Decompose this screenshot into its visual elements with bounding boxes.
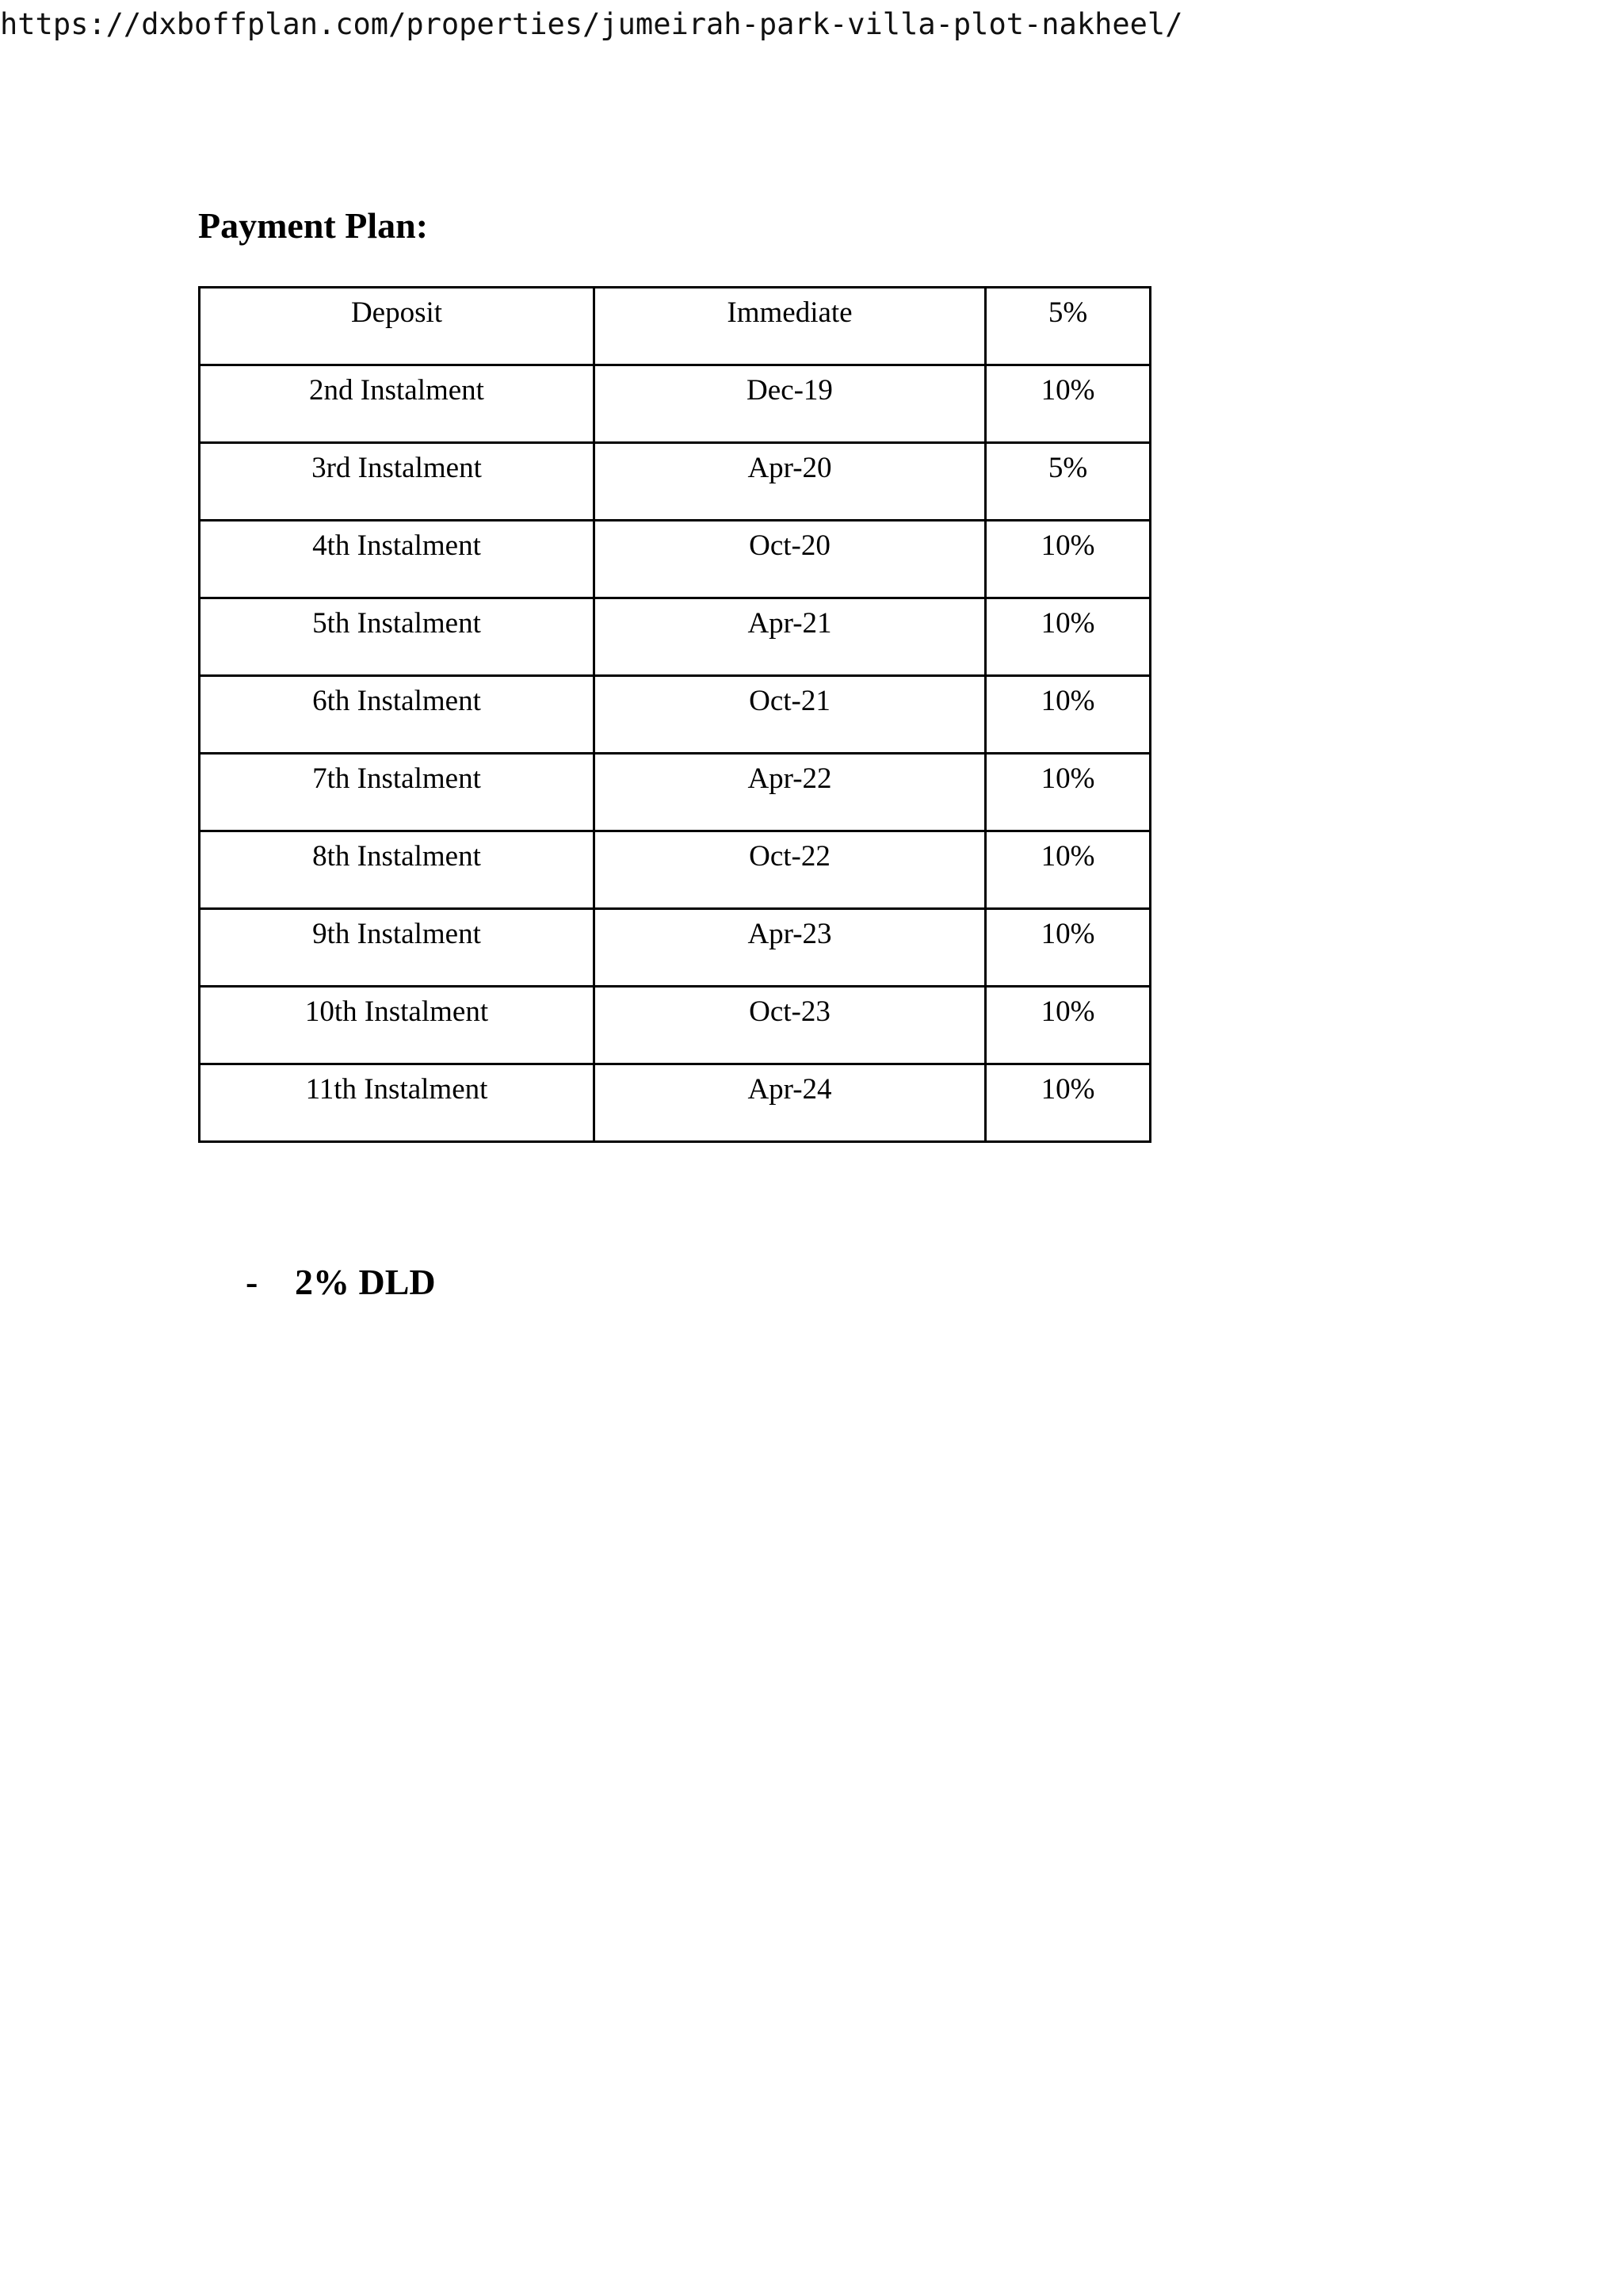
stage-cell: 7th Instalment: [200, 754, 594, 831]
stage-cell: 11th Instalment: [200, 1064, 594, 1142]
percent-cell: 10%: [986, 676, 1151, 754]
due-cell: Oct-21: [594, 676, 986, 754]
bullet-dash: -: [246, 1262, 258, 1302]
stage-cell: Deposit: [200, 288, 594, 365]
table-row: [200, 365, 1151, 443]
percent-cell: 10%: [986, 521, 1151, 598]
payment-plan-title: Payment Plan:: [198, 205, 429, 246]
table-row: [200, 598, 1151, 676]
table-row: [200, 909, 1151, 987]
table-row: [200, 521, 1151, 598]
percent-cell: 5%: [986, 443, 1151, 521]
table-row: [200, 288, 1151, 365]
due-cell: Apr-23: [594, 909, 986, 987]
dld-fee-text: 2% DLD: [295, 1262, 436, 1302]
table-row: [200, 987, 1151, 1064]
due-cell: Oct-23: [594, 987, 986, 1064]
table-row: [200, 443, 1151, 521]
stage-cell: 5th Instalment: [200, 598, 594, 676]
stage-cell: 9th Instalment: [200, 909, 594, 987]
page-url: https://dxboffplan.com/properties/jumeirah-park-villa-plot-nakheel/: [0, 7, 1183, 41]
due-cell: Dec-19: [594, 365, 986, 443]
table-row: [200, 831, 1151, 909]
due-cell: Apr-21: [594, 598, 986, 676]
due-cell: Apr-20: [594, 443, 986, 521]
stage-cell: 6th Instalment: [200, 676, 594, 754]
percent-cell: 10%: [986, 987, 1151, 1064]
percent-cell: 10%: [986, 831, 1151, 909]
stage-cell: 8th Instalment: [200, 831, 594, 909]
dld-fee-note: [246, 1256, 436, 1308]
percent-cell: 10%: [986, 598, 1151, 676]
due-cell: Apr-22: [594, 754, 986, 831]
stage-cell: 2nd Instalment: [200, 365, 594, 443]
due-cell: Apr-24: [594, 1064, 986, 1142]
payment-plan-table: [198, 286, 1151, 1143]
stage-cell: 3rd Instalment: [200, 443, 594, 521]
table-row: [200, 676, 1151, 754]
percent-cell: 5%: [986, 288, 1151, 365]
percent-cell: 10%: [986, 909, 1151, 987]
percent-cell: 10%: [986, 1064, 1151, 1142]
percent-cell: 10%: [986, 365, 1151, 443]
due-cell: Oct-20: [594, 521, 986, 598]
due-cell: Immediate: [594, 288, 986, 365]
table-row: [200, 1064, 1151, 1142]
percent-cell: 10%: [986, 754, 1151, 831]
stage-cell: 10th Instalment: [200, 987, 594, 1064]
due-cell: Oct-22: [594, 831, 986, 909]
stage-cell: 4th Instalment: [200, 521, 594, 598]
table-row: [200, 754, 1151, 831]
